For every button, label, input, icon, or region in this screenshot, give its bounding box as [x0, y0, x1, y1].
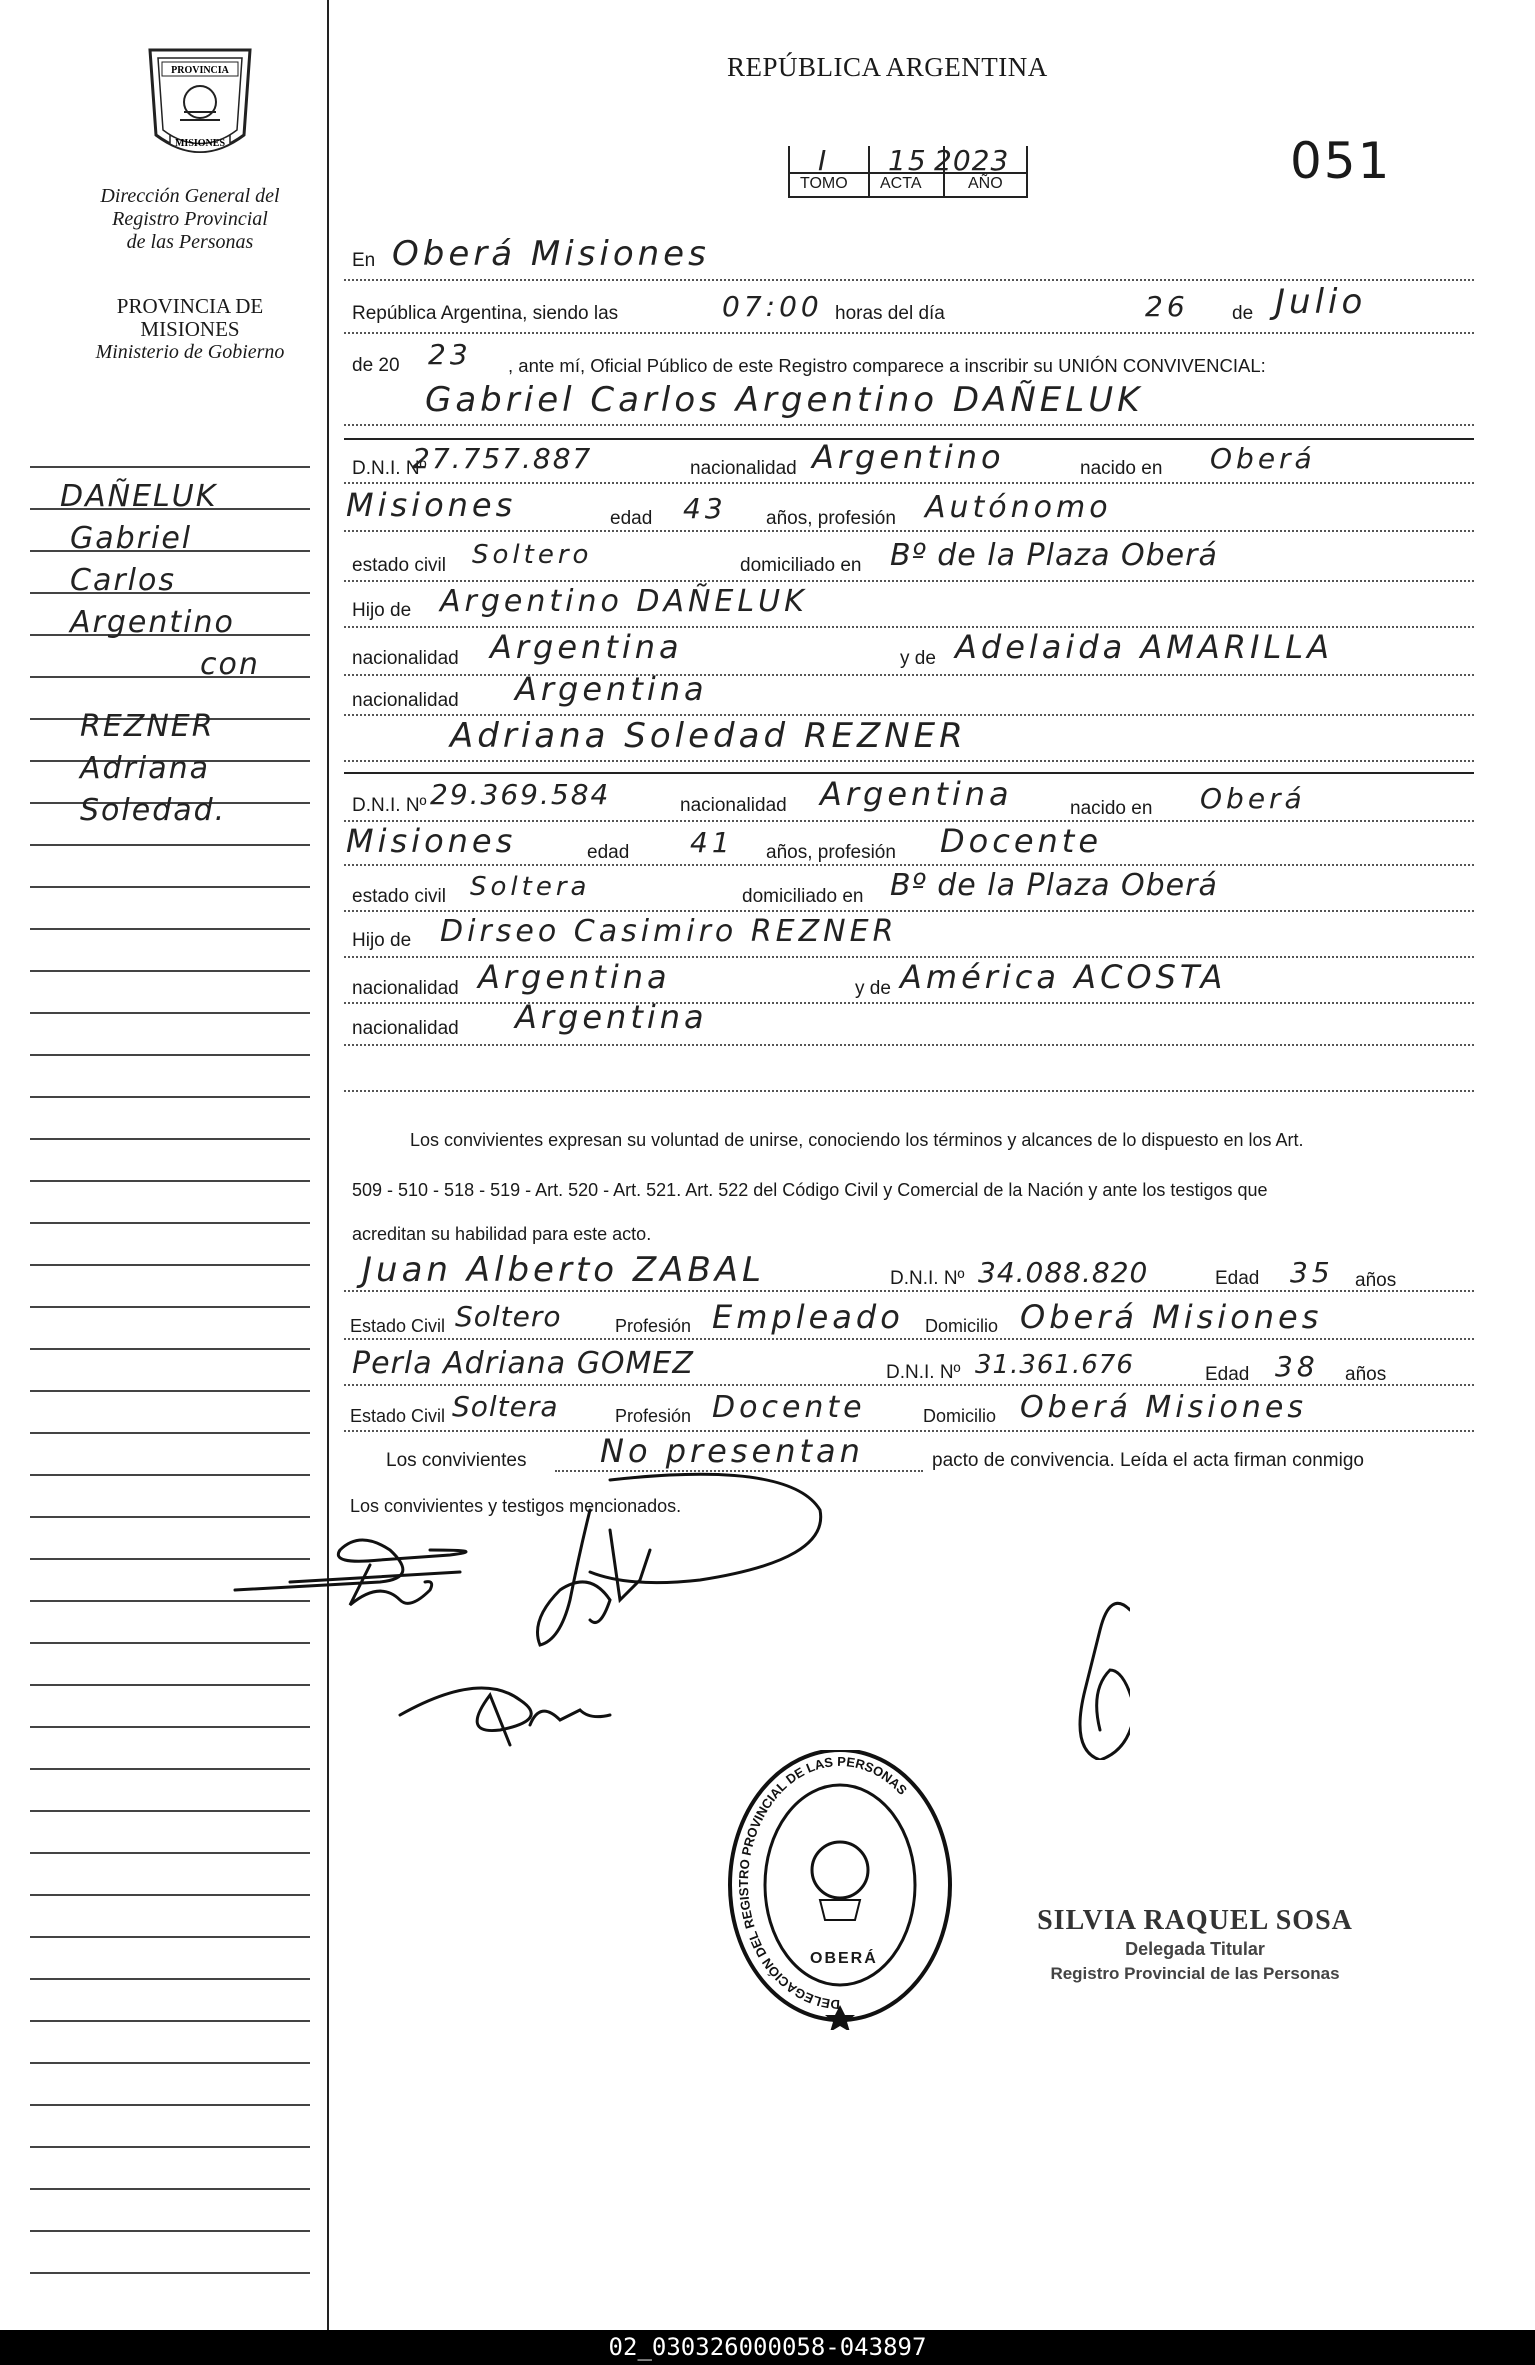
- left-rule: [30, 1012, 310, 1014]
- rule: [344, 910, 1474, 912]
- official-stamp: [725, 1750, 955, 2030]
- w1-edad-label: Edad: [1215, 1268, 1260, 1289]
- signatures: [230, 1470, 1130, 1760]
- p2-domicilio-label: domiciliado en: [742, 886, 864, 907]
- p1-estado-civil-label: estado civil: [352, 555, 446, 576]
- left-rule: [30, 2062, 310, 2064]
- p2-nationality: Argentina: [820, 775, 1013, 813]
- w1-profesion-label: Profesión: [615, 1316, 692, 1336]
- p2-civil-status: Soltera: [470, 872, 591, 902]
- hours: 07:00: [722, 290, 823, 323]
- left-rule: [30, 970, 310, 972]
- p2-birthplace-b: Misiones: [346, 822, 517, 860]
- provincial-seal: [140, 40, 260, 170]
- p1-father-nat-label: nacionalidad: [352, 648, 459, 669]
- left-rule: [30, 2188, 310, 2190]
- p1-age: 43: [683, 492, 727, 525]
- witness2-civil-status: Soltera: [452, 1390, 559, 1423]
- country-title: REPÚBLICA ARGENTINA: [727, 52, 1048, 82]
- closing-label-a: Los convivientes: [386, 1450, 527, 1471]
- place: Oberá Misiones: [392, 234, 710, 274]
- left-rule: [30, 928, 310, 930]
- province-line-1: PROVINCIA DE: [116, 294, 264, 318]
- rule: [344, 530, 1474, 532]
- rule: [344, 1384, 1474, 1386]
- p1-profession: Autónomo: [925, 490, 1112, 525]
- p1-y-de-label: y de: [900, 648, 936, 669]
- p2-profesion-label: años, profesión: [766, 842, 896, 863]
- record-number: 051: [1290, 132, 1392, 190]
- left-rule: [30, 1054, 310, 1056]
- anio-label: AÑO: [968, 175, 1003, 192]
- left-rule: [30, 1852, 310, 1854]
- margin-line-1: DAÑELUK: [60, 479, 218, 514]
- stamp-city: OBERÁ: [810, 1950, 878, 1967]
- w1-dni-label: D.N.I. Nº: [890, 1268, 965, 1289]
- margin-line-5: con: [200, 647, 260, 682]
- p1-nacido-label: nacido en: [1080, 458, 1163, 479]
- p2-edad-label: edad: [587, 842, 630, 863]
- official-block: [985, 1905, 1405, 1984]
- w1-estado-civil-label: Estado Civil: [350, 1316, 446, 1336]
- closing-label-b: pacto de convivencia. Leída el acta firman conmigo: [932, 1450, 1364, 1471]
- p2-address: Bº de la Plaza Oberá: [890, 868, 1218, 903]
- de-label: de: [1232, 303, 1254, 324]
- left-rule: [30, 1978, 310, 1980]
- left-rule: [30, 1432, 310, 1434]
- w2-domicilio-label: Domicilio: [923, 1406, 997, 1426]
- left-rule: [30, 2104, 310, 2106]
- rule: [344, 580, 1474, 582]
- official-office: Registro Provincial de las Personas: [1050, 1964, 1340, 1983]
- p1-birthplace-b: Misiones: [346, 486, 517, 524]
- rule: [344, 279, 1474, 281]
- witness2-address: Oberá Misiones: [1020, 1390, 1308, 1425]
- pact-value: No presentan: [600, 1432, 864, 1470]
- p1-birthplace-a: Oberá: [1210, 442, 1316, 475]
- left-rule: [30, 2020, 310, 2022]
- province-name: [60, 295, 320, 364]
- witness2-name: Perla Adriana GOMEZ: [352, 1346, 694, 1381]
- rule: [344, 1290, 1474, 1292]
- agency-name: [60, 185, 320, 254]
- footer-bar: [0, 2330, 1535, 2365]
- p2-father-nat-label: nacionalidad: [352, 978, 459, 999]
- p2-father: Dirseo Casimiro REZNER: [440, 914, 898, 949]
- left-column-border: [327, 0, 329, 2330]
- w1-domicilio-label: Domicilio: [925, 1316, 999, 1336]
- left-rule: [30, 1222, 310, 1224]
- seal-top-text: PROVINCIA: [171, 65, 229, 76]
- w1-anios-label: años: [1355, 1270, 1397, 1291]
- p1-nationality: Argentino: [812, 438, 1005, 476]
- rule: [344, 1338, 1474, 1340]
- margin-line-8: Soledad.: [80, 793, 227, 828]
- witness1-age: 35: [1290, 1256, 1334, 1289]
- p1-mother-nationality: Argentina: [515, 670, 708, 708]
- p1-dni: 27.757.887: [412, 442, 593, 475]
- rule: [344, 1044, 1474, 1046]
- p1-edad-label: edad: [610, 508, 653, 529]
- w2-dni-label: D.N.I. Nº: [886, 1362, 961, 1383]
- p2-y-de-label: y de: [855, 978, 891, 999]
- margin-line-6: REZNER: [80, 709, 215, 744]
- margin-line-3: Carlos: [70, 563, 176, 598]
- p2-birthplace-a: Oberá: [1200, 782, 1306, 815]
- left-rule: [30, 844, 310, 846]
- witness1-civil-status: Soltero: [455, 1300, 562, 1333]
- p2-mother: América ACOSTA: [900, 958, 1227, 996]
- w2-anios-label: años: [1345, 1364, 1387, 1385]
- declaration-line-2: 509 - 510 - 518 - 519 - Art. 520 - Art. 521. Art. 522 del Código Civil y Comercial de la Nación y ante los testigos que: [352, 1180, 1268, 1200]
- witness2-profession: Docente: [712, 1390, 866, 1425]
- witness2-dni: 31.361.676: [975, 1350, 1134, 1380]
- anio-value: 2023: [934, 144, 1010, 177]
- rule: [344, 1430, 1474, 1432]
- left-rule: [30, 1390, 310, 1392]
- svg-text:DELEGACIÓN DEL REGISTRO PROVIN: [736, 1754, 910, 2012]
- p2-dni-label: D.N.I. Nº: [352, 795, 427, 816]
- rule: [344, 1090, 1474, 1092]
- p1-hijo-label: Hijo de: [352, 600, 412, 621]
- declaration-line-3: acreditan su habilidad para este acto.: [352, 1224, 652, 1244]
- acta-value: 15: [888, 144, 928, 177]
- p1-profesion-label: años, profesión: [766, 508, 896, 529]
- p2-nacionalidad-label: nacionalidad: [680, 795, 787, 816]
- p2-hijo-label: Hijo de: [352, 930, 412, 951]
- tomo-label: TOMO: [800, 175, 848, 192]
- left-rule: [30, 1306, 310, 1308]
- w2-edad-label: Edad: [1205, 1364, 1250, 1385]
- p2-dni: 29.369.584: [430, 778, 611, 811]
- p1-civil-status: Soltero: [472, 540, 593, 570]
- witness1-name: Juan Alberto ZABAL: [362, 1250, 765, 1290]
- p2-mother-nationality: Argentina: [515, 998, 708, 1036]
- p2-nacido-label: nacido en: [1070, 798, 1153, 819]
- year-suffix: 23: [428, 338, 472, 371]
- margin-note: [40, 476, 320, 832]
- year-prefix: de 20: [352, 355, 400, 376]
- stamp-ring-text: [725, 1750, 955, 2030]
- p1-father-nationality: Argentina: [490, 628, 683, 666]
- witness2-age: 38: [1275, 1350, 1319, 1383]
- left-rule: [30, 466, 310, 468]
- rule: [344, 1002, 1474, 1004]
- witness1-address: Oberá Misiones: [1020, 1298, 1323, 1336]
- stamp-ring-label: DELEGACIÓN DEL REGISTRO PROVINCIAL DE LAS PERSONAS: [736, 1753, 911, 2013]
- tomo-acta-anio-box: [788, 146, 1028, 199]
- person1-name: Gabriel Carlos Argentino DAÑELUK: [425, 380, 1144, 420]
- p1-mother: Adelaida AMARILLA: [955, 628, 1333, 666]
- witness1-dni: 34.088.820: [978, 1256, 1149, 1289]
- p1-address: Bº de la Plaza Oberá: [890, 538, 1218, 573]
- p1-mother-nat-label: nacionalidad: [352, 690, 459, 711]
- intro-line3: , ante mí, Oficial Público de este Registro comparece a inscribir su UNIÓN CONVIVENCIAL:: [508, 355, 1266, 376]
- en-label: En: [352, 250, 376, 271]
- acta-label: ACTA: [880, 175, 922, 192]
- closing-line-2: Los convivientes y testigos mencionados.: [350, 1496, 682, 1516]
- rule: [344, 674, 1474, 676]
- agency-line-3: de las Personas: [126, 231, 254, 253]
- person2-name: Adriana Soledad REZNER: [450, 716, 967, 756]
- p2-father-nationality: Argentina: [478, 958, 671, 996]
- p2-profession: Docente: [940, 822, 1103, 860]
- rule: [344, 864, 1474, 866]
- left-rule: [30, 1264, 310, 1266]
- intro-line2-b: horas del día: [835, 303, 945, 324]
- left-rule: [30, 1936, 310, 1938]
- w2-profesion-label: Profesión: [615, 1406, 692, 1426]
- seal-bottom-text: MISIONES: [174, 138, 226, 149]
- left-rule: [30, 2230, 310, 2232]
- barcode-text: 02_030326000058-043897: [608, 2333, 927, 2361]
- margin-line-4: Argentino: [70, 605, 235, 640]
- left-rule: [30, 2146, 310, 2148]
- day: 26: [1145, 290, 1189, 323]
- intro-line2-a: República Argentina, siendo las: [352, 303, 619, 324]
- p1-nacionalidad-label: nacionalidad: [690, 458, 797, 479]
- w2-estado-civil-label: Estado Civil: [350, 1406, 446, 1426]
- ministry-name: Ministerio de Gobierno: [95, 341, 285, 363]
- agency-line-2: Registro Provincial: [112, 208, 268, 230]
- witness1-profession: Empleado: [712, 1298, 904, 1336]
- left-rule: [30, 1348, 310, 1350]
- month: Julio: [1275, 282, 1367, 322]
- p1-dni-label: D.N.I. Nº: [352, 458, 427, 479]
- left-rule: [30, 1180, 310, 1182]
- declaration-line-1: Los convivientes expresan su voluntad de unirse, conociendo los términos y alcances de lo dispuesto en los Art.: [410, 1130, 1304, 1150]
- agency-line-1: Dirección General del: [100, 185, 280, 207]
- tomo-value: I: [818, 144, 831, 177]
- left-rule: [30, 2272, 310, 2274]
- left-rule: [30, 886, 310, 888]
- left-rule: [30, 1768, 310, 1770]
- p2-estado-civil-label: estado civil: [352, 886, 446, 907]
- margin-line-2: Gabriel: [70, 521, 193, 556]
- rule: [344, 482, 1474, 484]
- p2-mother-nat-label: nacionalidad: [352, 1018, 459, 1039]
- rule: [344, 332, 1474, 334]
- p2-age: 41: [690, 826, 734, 859]
- rule: [344, 424, 1474, 426]
- margin-line-7: Adriana: [80, 751, 211, 786]
- rule: [344, 760, 1474, 762]
- province-line-2: MISIONES: [140, 317, 240, 341]
- section-divider: [344, 772, 1474, 774]
- official-name: SILVIA RAQUEL SOSA: [1037, 1905, 1353, 1936]
- official-title: Delegada Titular: [1125, 1939, 1265, 1959]
- p1-father: Argentino DAÑELUK: [440, 584, 808, 619]
- left-rule: [30, 1810, 310, 1812]
- p1-domicilio-label: domiciliado en: [740, 555, 862, 576]
- left-rule: [30, 1096, 310, 1098]
- left-rule: [30, 1138, 310, 1140]
- left-rule: [30, 1894, 310, 1896]
